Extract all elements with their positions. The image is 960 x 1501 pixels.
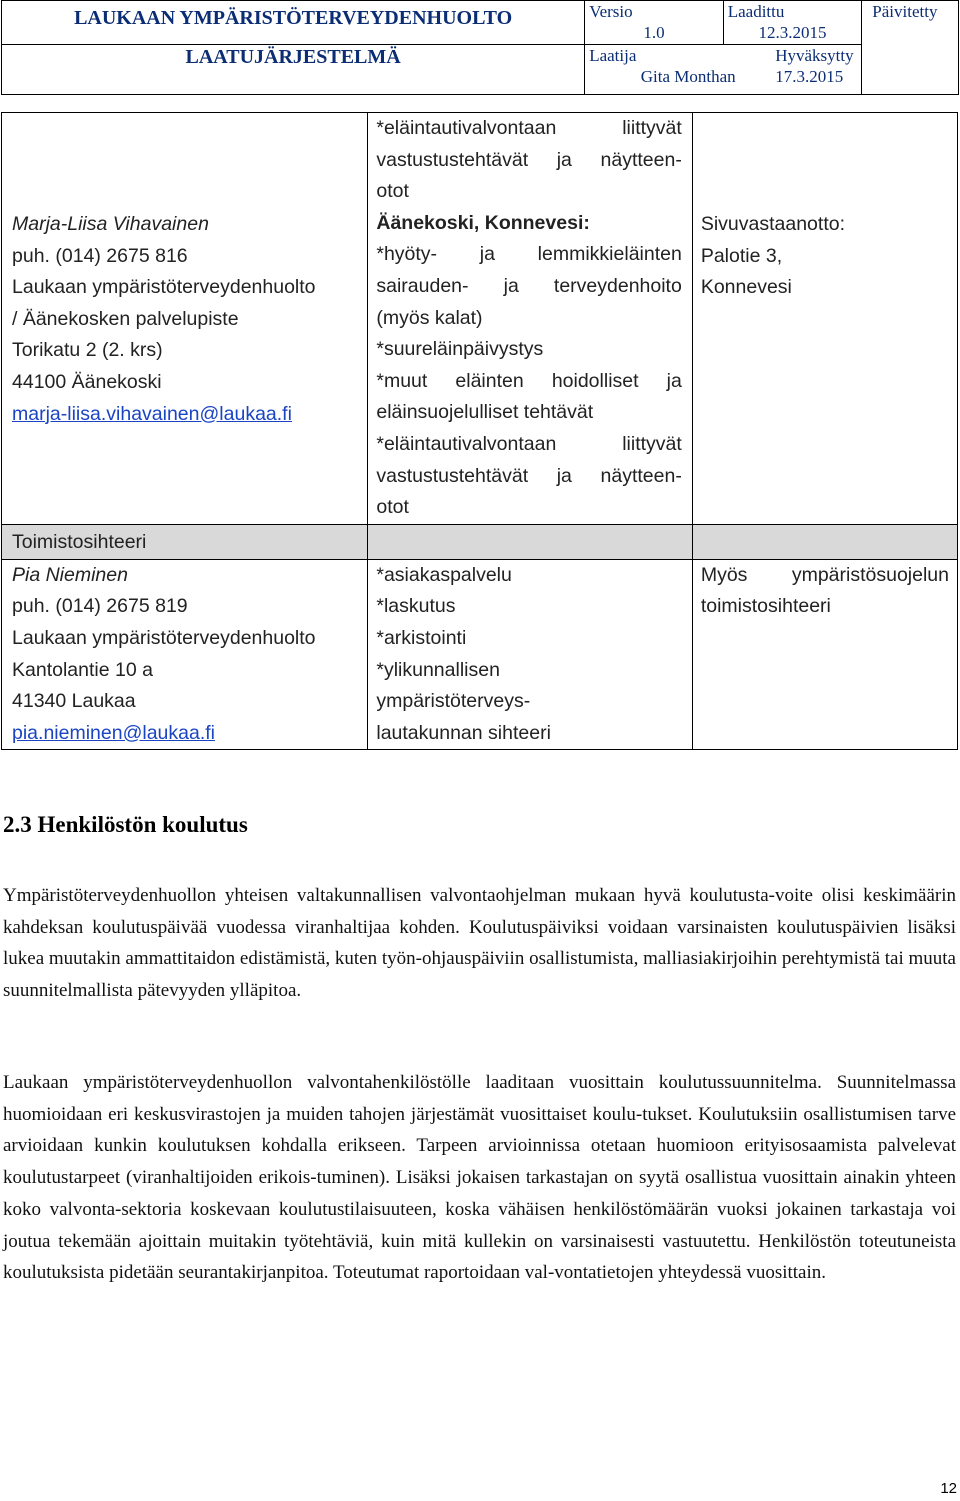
staff-office: Laukaan ympäristöterveydenhuolto bbox=[12, 626, 316, 649]
duty-line: vastustustehtävät ja näytteen- bbox=[376, 464, 682, 487]
approved-label: Hyväksytty bbox=[775, 46, 854, 65]
staff-city: 44100 Äänekoski bbox=[12, 370, 162, 393]
staff-street: Kantolantie 10 a bbox=[12, 658, 153, 681]
staff-contact-cell bbox=[2, 113, 368, 525]
page-number: 12 bbox=[940, 1480, 957, 1497]
organization-name: LAUKAAN YMPÄRISTÖTERVEYDENHUOLTO bbox=[2, 1, 585, 45]
staff-notes-cell bbox=[692, 113, 957, 525]
approved-value: 17.3.2015 bbox=[775, 67, 844, 86]
duty-line: *asiakaspalvelu bbox=[376, 563, 512, 586]
duty-line: *suureläinpäivystys bbox=[376, 338, 544, 361]
staff-phone: puh. (014) 2675 816 bbox=[12, 244, 188, 267]
updated-label: Päivitetty bbox=[872, 2, 938, 21]
duty-line: otot bbox=[376, 496, 409, 519]
duty-line: *arkistointi bbox=[376, 626, 467, 649]
duty-line: sairauden- ja terveydenhoito bbox=[376, 274, 682, 297]
note-line: Palotie 3, bbox=[700, 244, 783, 267]
section-paragraph: Ympäristöterveydenhuollon yhteisen valtakunnallisen valvontaohjelman mukaan hyvä koulutusta-voite olisi keskimäärin kahdeksan koulutuspäivää vuodessa viranhaltijaa kohden. Koulutuspäiviksi voidaan varsinaisten koulutuspäivien lisäksi lukea muutakin ammattitaidon edistämistä, kuten työn-ohjauspäiviin osallistumista, malliasiakirjoihin perehtymistä tai muuta suunnitelmallista pätevyyden ylläpitoa. bbox=[3, 885, 956, 1002]
document-header bbox=[0, 0, 960, 96]
note-line: Konnevesi bbox=[700, 276, 792, 299]
duty-line: otot bbox=[376, 180, 409, 203]
section-heading: 2.3 Henkilöstön koulutus bbox=[3, 812, 248, 837]
duty-line: ympäristöterveys- bbox=[376, 690, 531, 713]
note-line: Sivuvastaanotto: bbox=[700, 213, 846, 235]
duty-line: vastustustehtävät ja näytteen- bbox=[376, 148, 682, 171]
staff-street: Torikatu 2 (2. krs) bbox=[12, 339, 163, 362]
role-heading-cell bbox=[2, 524, 368, 559]
staff-name: Pia Nieminen bbox=[12, 563, 128, 586]
duty-line: *eläintautivalvontaan liittyvät bbox=[376, 117, 682, 139]
duty-line: lautakunnan sihteeri bbox=[376, 721, 551, 744]
staff-contact-cell bbox=[2, 559, 368, 750]
author-value: Gita Monthan bbox=[640, 67, 736, 86]
quality-system-title: LAATUJÄRJESTELMÄ bbox=[2, 45, 585, 95]
duty-line: *hyöty- ja lemmikkieläinten bbox=[376, 243, 682, 266]
staff-office: Laukaan ympäristöterveydenhuolto bbox=[12, 276, 316, 299]
staff-duties-cell bbox=[368, 559, 692, 750]
duty-line: *muut eläinten hoidolliset ja bbox=[376, 369, 682, 392]
duty-line: *ylikunnallisen bbox=[376, 658, 500, 681]
role-heading: Toimistosihteeri bbox=[12, 530, 147, 553]
drafted-label: Laadittu bbox=[727, 2, 785, 21]
table-row bbox=[2, 524, 958, 559]
staff-phone: puh. (014) 2675 819 bbox=[12, 595, 188, 618]
role-heading-empty bbox=[692, 524, 957, 559]
role-heading-empty bbox=[368, 524, 692, 559]
drafted-cell bbox=[723, 1, 862, 45]
section-paragraph: Laukaan ympäristöterveydenhuollon valvontahenkilöstölle laaditaan vuosittain koulutussuunnitelma. Suunnitelmassa huomioidaan eri keskusvirastojen ja muiden tahojen järjestämät vuosittaiset koulu-tukset. Koulutuksiin osallistumisen tarve arvioidaan kunkin koulutuksen kohdalla erikseen. Tarpeen arvioinnissa otetaan huomioon erityisosaamista palvelevat koulutustarpeet (viranhaltijoiden erikois-tuminen). Lisäksi jokaisen tarkastajan on syytä osallistua vuosittain ainakin yhteen koko valvonta-sektoria koskevaan koulutustilaisuuteen, koska vähäisen henkilöstömäärän vuoksi jokainen tarkastaja voi joutua tekemään ajoittain muitakin työtehtäviä, kuin mitä kullekin on varsinaisesti vastuutettu. Henkilöstön toteutuneista koulutuksista pidetään seurantakirjanpitoa. Toteutumat raportoidaan val-vontatietojen yhteydessä vuosittain. bbox=[3, 1072, 956, 1284]
duty-line: (myös kalat) bbox=[376, 306, 483, 329]
staff-email-link[interactable]: pia.nieminen@laukaa.fi bbox=[12, 721, 215, 744]
duty-line: *laskutus bbox=[376, 595, 456, 618]
table-row bbox=[2, 113, 958, 525]
staff-city: 41340 Laukaa bbox=[12, 690, 136, 713]
author-label: Laatija bbox=[589, 46, 637, 65]
staff-table bbox=[1, 112, 958, 750]
duty-area-heading: Äänekoski, Konnevesi: bbox=[376, 211, 590, 234]
note-line: toimistosihteeri bbox=[700, 595, 831, 618]
staff-notes-cell bbox=[692, 559, 957, 750]
duty-line: eläinsuojelulliset tehtävät bbox=[376, 401, 594, 424]
duty-line: *eläintautivalvontaan liittyvät bbox=[376, 432, 682, 455]
version-cell bbox=[585, 1, 724, 45]
drafted-value: 12.3.2015 bbox=[758, 23, 827, 42]
staff-office-2: / Äänekosken palvelupiste bbox=[12, 307, 239, 330]
version-label: Versio bbox=[589, 2, 633, 21]
note-line: Myös ympäristösuojelun bbox=[700, 563, 949, 586]
updated-cell bbox=[862, 1, 959, 95]
table-row bbox=[2, 559, 958, 750]
staff-duties-cell bbox=[368, 113, 692, 525]
staff-email-link[interactable]: marja-liisa.vihavainen@laukaa.fi bbox=[12, 402, 292, 425]
version-value: 1.0 bbox=[643, 23, 665, 42]
staff-name: Marja-Liisa Vihavainen bbox=[12, 213, 209, 235]
author-approved-cell bbox=[585, 45, 862, 95]
